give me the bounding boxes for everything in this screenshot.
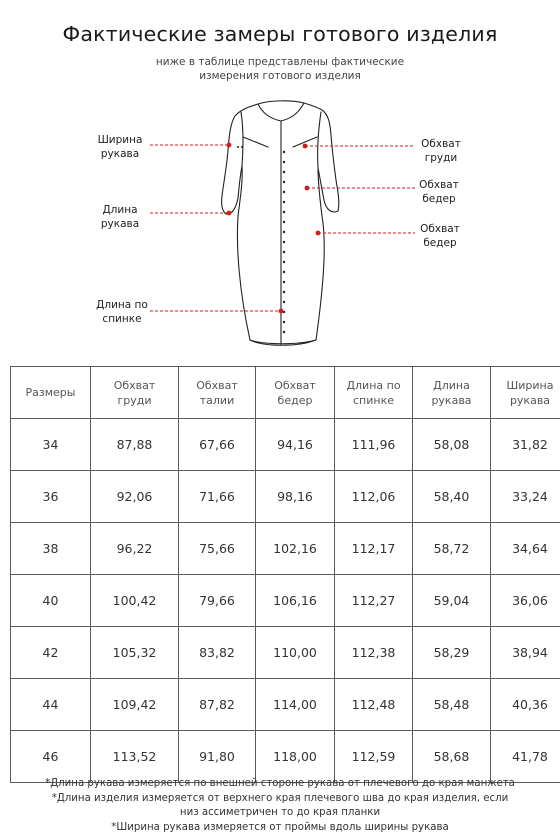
dress-sketch [0,95,560,355]
button [283,331,285,333]
button [283,181,285,183]
footnotes [0,777,560,835]
left-armhole [241,112,243,166]
label-back-length: Длина по спинке [96,299,148,325]
cell-sleeve-length: 58,72 [413,523,491,575]
page-title: Фактические замеры готового изделия [62,22,498,46]
cell-chest: 113,52 [91,731,179,783]
cell-sleeve-length: 58,29 [413,627,491,679]
cell-sleeve-length: 58,08 [413,419,491,471]
label-hips-2: Обхват бедер [420,223,460,249]
header-hips: Обхват бедер [256,367,335,419]
header-waist: Обхват талии [179,367,256,419]
cell-waist: 79,66 [179,575,256,627]
cell-sleeve-length: 58,68 [413,731,491,783]
cell-waist: 67,66 [179,419,256,471]
subtitle-line: измерения готового изделия [199,70,361,82]
button [283,171,285,173]
cell-chest: 87,88 [91,419,179,471]
button [283,301,285,303]
button [283,291,285,293]
table-row [11,575,560,627]
cell-chest: 100,42 [91,575,179,627]
cell-waist: 91,80 [179,731,256,783]
cell-size: 34 [11,419,91,471]
cell-size: 36 [11,471,91,523]
label-hips-1: Обхват бедер [419,179,459,205]
footnote: *Длина изделия измеряется от верхнего края плечевого шва до края изделия, если [51,792,509,804]
table-row [11,419,560,471]
button [283,271,285,273]
cell-hips: 102,16 [256,523,335,575]
button [283,151,285,153]
cell-chest: 96,22 [91,523,179,575]
button [283,231,285,233]
cell-back-length: 112,27 [335,575,413,627]
header-chest: Обхват груди [91,367,179,419]
cell-waist: 75,66 [179,523,256,575]
neckline [258,103,304,121]
right-armhole [318,112,321,168]
button [283,321,285,323]
button [283,201,285,203]
footnote: низ ассиметричен то до края планки [179,807,381,818]
collar-back [258,101,304,104]
button [283,211,285,213]
cell-hips: 94,16 [256,419,335,471]
cell-sleeve-width: 33,24 [491,471,560,523]
subtitle-line: ниже в таблице представлены фактические [155,56,405,68]
cell-sleeve-width: 38,94 [491,627,560,679]
cell-sleeve-width: 36,06 [491,575,560,627]
table-row [11,731,560,783]
cell-back-length: 112,38 [335,627,413,679]
label-sleeve-width: Ширина рукава [97,134,143,160]
cell-waist: 83,82 [179,627,256,679]
cell-size: 38 [11,523,91,575]
bust-dart-left [243,137,268,147]
cell-back-length: 111,96 [335,419,413,471]
cell-sleeve-length: 59,04 [413,575,491,627]
cell-size: 46 [11,731,91,783]
cell-size: 42 [11,627,91,679]
cell-back-length: 112,48 [335,679,413,731]
size-table [10,366,560,783]
dress-outline [222,103,339,344]
marker-chest [303,144,308,149]
button [241,146,243,148]
marker-back-length [279,309,284,314]
header-back-length: Длина по спинке [335,367,413,419]
header-sleeve-width: Ширина рукава [491,367,560,419]
cell-sleeve-width: 34,64 [491,523,560,575]
button [283,191,285,193]
button [283,251,285,253]
cell-hips: 118,00 [256,731,335,783]
label-sleeve-length: Длина рукава [100,204,140,230]
cell-sleeve-width: 40,36 [491,679,560,731]
cell-hips: 110,00 [256,627,335,679]
cell-chest: 92,06 [91,471,179,523]
header-sleeve-length: Длина рукава [413,367,491,419]
cell-hips: 98,16 [256,471,335,523]
cell-size: 44 [11,679,91,731]
cell-sleeve-width: 41,78 [491,731,560,783]
marker-sleeve-length [227,211,232,216]
footnote: *Ширина рукава измеряется от проймы вдоль ширины рукава [111,821,449,833]
button [283,281,285,283]
cell-waist: 71,66 [179,471,256,523]
page-subtitle [0,55,560,83]
button [283,261,285,263]
button [283,241,285,243]
header-size: Размеры [11,367,91,419]
footnote: *Длина рукава измеряется по внешней стороне рукава от плечевого до края манжета [45,778,515,789]
marker-hips2 [316,231,321,236]
cell-size: 40 [11,575,91,627]
marker-sleeve-width [227,143,232,148]
cell-hips: 114,00 [256,679,335,731]
cell-chest: 109,42 [91,679,179,731]
cell-sleeve-length: 58,48 [413,679,491,731]
cell-back-length: 112,06 [335,471,413,523]
button [283,161,285,163]
cell-back-length: 112,59 [335,731,413,783]
cell-hips: 106,16 [256,575,335,627]
button [237,146,239,148]
cell-sleeve-width: 31,82 [491,419,560,471]
table-row [11,679,560,731]
label-chest: Обхват груди [421,138,461,164]
marker-hips1 [305,186,310,191]
cell-chest: 105,32 [91,627,179,679]
button [283,221,285,223]
table-header-row [11,367,560,419]
cell-sleeve-length: 58,40 [413,471,491,523]
cell-waist: 87,82 [179,679,256,731]
cell-back-length: 112,17 [335,523,413,575]
table-row [11,523,560,575]
table-row [11,627,560,679]
dress-diagram [0,95,560,355]
table-row [11,471,560,523]
